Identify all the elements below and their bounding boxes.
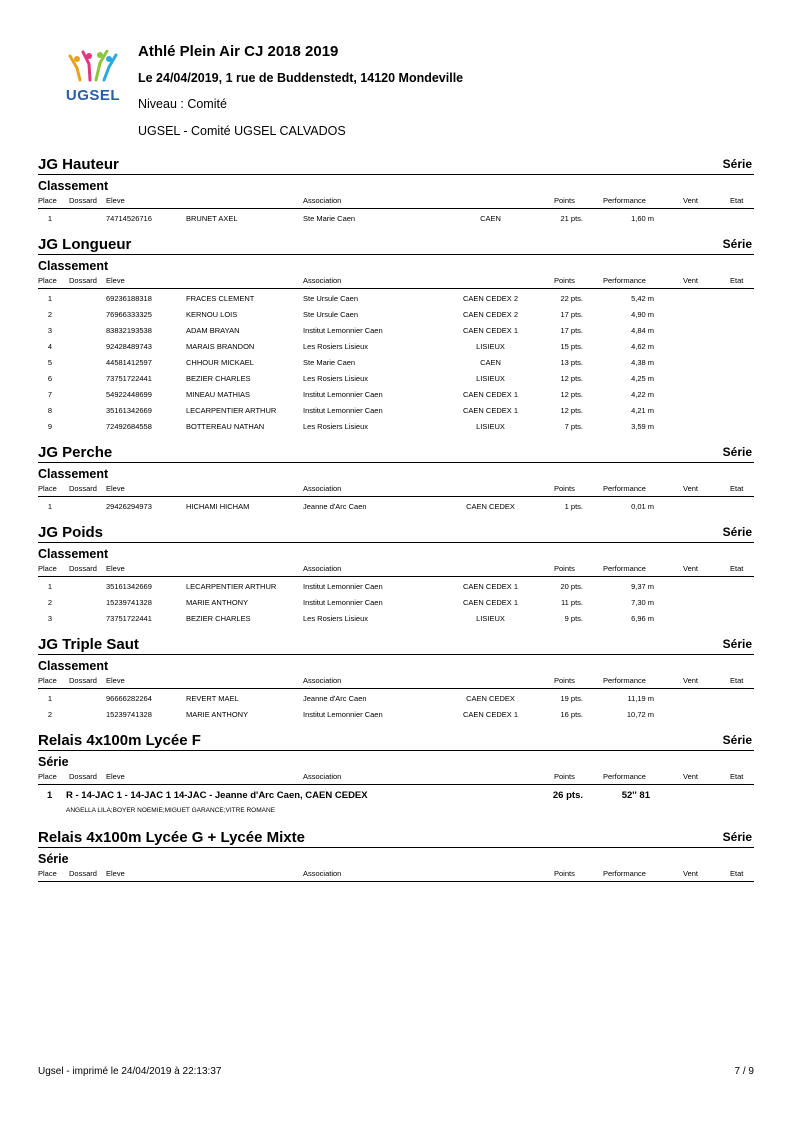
result-place: 2 [47,710,53,719]
col-performance: Performance [603,772,646,781]
result-city: CAEN CEDEX 1 [462,390,519,399]
result-city: LISIEUX [476,342,505,351]
event-serie-label: Série [722,237,752,251]
result-association: Ste Marie Caen [303,214,356,223]
col-points: Points [554,564,575,573]
result-row [38,211,754,227]
event-section [38,152,754,232]
result-rows [38,577,754,628]
col-association: Association [303,564,342,573]
col-points: Points [554,869,575,878]
result-athlete: BEZIER CHARLES [186,614,251,623]
result-city: CAEN CEDEX 1 [462,406,519,415]
result-performance: 4,22 m [631,390,654,399]
result-athlete: MARIE ANTHONY [186,598,249,607]
result-points: 12 pts. [560,390,583,399]
result-athlete: ADAM BRAYAN [186,326,240,335]
column-header-row [38,674,754,689]
result-performance: 9,37 m [631,582,654,591]
column-header-row [38,562,754,577]
col-dossard: Dossard [69,484,97,493]
col-vent: Vent [683,676,699,685]
result-row [38,419,754,435]
col-vent: Vent [683,196,699,205]
col-etat: Etat [730,676,744,685]
event-name: JG Longueur [38,236,132,253]
result-city: CAEN CEDEX 1 [462,598,519,607]
column-header-row [38,194,754,209]
event-serie-label: Série [722,637,752,651]
result-performance: 3,59 m [631,422,654,431]
result-association: Ste Marie Caen [303,358,356,367]
col-vent: Vent [683,772,699,781]
column-header-row [38,770,754,785]
result-association: Institut Lemonnier Caen [303,406,383,415]
col-points: Points [554,484,575,493]
result-place: 7 [47,390,53,399]
event-header [38,152,754,175]
column-header-row [38,867,754,882]
result-association: Institut Lemonnier Caen [303,390,383,399]
event-section [38,440,754,520]
event-name: Relais 4x100m Lycée G + Lycée Mixte [38,829,305,846]
event-serie-label: Série [722,445,752,459]
result-points: 13 pts. [560,358,583,367]
result-points: 12 pts. [560,406,583,415]
result-place: 2 [47,598,53,607]
result-points: 17 pts. [560,326,583,335]
result-athlete: HICHAMI HICHAM [186,502,250,511]
col-dossard: Dossard [69,869,97,878]
col-association: Association [303,772,342,781]
result-place: 2 [47,310,53,319]
result-dossard: 73751722441 [106,374,152,383]
result-performance: 4,84 m [631,326,654,335]
results-list [38,152,754,882]
event-header [38,728,754,751]
result-dossard: 96666282264 [106,694,152,703]
col-etat: Etat [730,869,744,878]
col-eleve: Eleve [106,869,125,878]
serie-label: Série [38,852,69,866]
col-etat: Etat [730,772,744,781]
result-dossard: 73751722441 [106,614,152,623]
relay-place: 1 [47,790,53,801]
relay-members: ANGELLA LILA;BOYER NOEMIE;MIGUET GARANCE;VITRE ROMANE [66,807,276,814]
result-athlete: BEZIER CHARLES [186,374,251,383]
result-association: Institut Lemonnier Caen [303,582,383,591]
col-performance: Performance [603,196,646,205]
result-place: 5 [47,358,53,367]
event-header [38,520,754,543]
result-points: 7 pts. [564,422,583,431]
col-place: Place [38,276,57,285]
relay-team: R - 14-JAC 1 - 14-JAC 1 14-JAC - Jeanne d'Arc Caen, CAEN CEDEX [66,790,368,801]
result-row [38,307,754,323]
result-row [38,499,754,515]
result-city: CAEN CEDEX 2 [462,310,519,319]
event-name: JG Hauteur [38,156,119,173]
event-header [38,440,754,463]
result-association: Institut Lemonnier Caen [303,326,383,335]
col-performance: Performance [603,276,646,285]
competition-level: Niveau : Comité [138,97,227,111]
result-row [38,323,754,339]
result-performance: 0,01 m [631,502,654,511]
result-points: 11 pts. [561,598,583,607]
result-performance: 7,30 m [631,598,654,607]
col-etat: Etat [730,276,744,285]
col-performance: Performance [603,869,646,878]
serie-label: Série [38,755,69,769]
classement-label: Classement [38,659,109,673]
page-header [0,0,793,150]
result-association: Jeanne d'Arc Caen [303,694,367,703]
result-row [38,611,754,627]
result-city: LISIEUX [476,614,505,623]
event-name: JG Perche [38,444,113,461]
organisation: UGSEL - Comité UGSEL CALVADOS [138,124,346,138]
col-place: Place [38,564,57,573]
result-row [38,371,754,387]
result-place: 6 [47,374,53,383]
result-athlete: LECARPENTIER ARTHUR [186,406,277,415]
result-points: 17 pts. [560,310,583,319]
result-row [38,403,754,419]
col-place: Place [38,484,57,493]
result-row [38,579,754,595]
result-row [38,355,754,371]
result-place: 1 [47,582,53,591]
event-serie-label: Série [722,157,752,171]
classement-label: Classement [38,259,109,273]
result-dossard: 44581412597 [106,358,152,367]
event-serie-label: Série [722,830,752,844]
col-etat: Etat [730,196,744,205]
col-points: Points [554,196,575,205]
result-performance: 6,96 m [631,614,654,623]
result-city: CAEN CEDEX 1 [462,326,519,335]
spacer [38,817,754,825]
result-city: CAEN CEDEX [466,502,515,511]
result-place: 1 [47,694,53,703]
col-points: Points [554,676,575,685]
result-row [38,339,754,355]
result-athlete: REVERT MAEL [186,694,239,703]
event-section [38,232,754,440]
relay-section [38,728,754,825]
classement-label: Classement [38,547,109,561]
result-performance: 4,25 m [631,374,654,383]
col-eleve: Eleve [106,196,125,205]
col-points: Points [554,276,575,285]
result-association: Ste Ursule Caen [303,294,359,303]
result-athlete: MARAIS BRANDON [186,342,255,351]
result-row [38,387,754,403]
col-association: Association [303,276,342,285]
athletes-logo-icon [60,50,126,88]
col-dossard: Dossard [69,196,97,205]
result-performance: 10,72 m [626,710,654,719]
col-association: Association [303,676,342,685]
col-eleve: Eleve [106,772,125,781]
result-points: 9 pts. [564,614,583,623]
result-place: 4 [47,342,53,351]
result-rows [38,689,754,724]
logo-text: UGSEL [65,87,121,104]
result-association: Les Rosiers Lisieux [303,614,369,623]
col-dossard: Dossard [69,276,97,285]
col-dossard: Dossard [69,772,97,781]
col-vent: Vent [683,276,699,285]
col-etat: Etat [730,484,744,493]
col-performance: Performance [603,676,646,685]
result-place: 1 [47,294,53,303]
result-performance: 4,38 m [631,358,654,367]
page-number: 7 / 9 [734,1066,754,1077]
column-header-row [38,482,754,497]
result-performance: 4,90 m [631,310,654,319]
result-athlete: MARIE ANTHONY [186,710,249,719]
relay-points: 26 pts. [552,790,583,801]
event-name: JG Triple Saut [38,636,139,653]
event-section [38,632,754,728]
col-place: Place [38,869,57,878]
result-city: CAEN CEDEX 1 [462,710,519,719]
result-association: Les Rosiers Lisieux [303,342,369,351]
classement-label: Classement [38,467,109,481]
result-association: Institut Lemonnier Caen [303,710,383,719]
result-points: 1 pts. [564,502,583,511]
result-athlete: LECARPENTIER ARTHUR [186,582,277,591]
result-performance: 4,21 m [631,406,654,415]
result-association: Jeanne d'Arc Caen [303,502,367,511]
result-rows [38,209,754,228]
result-dossard: 35161342669 [106,406,152,415]
result-city: LISIEUX [476,374,505,383]
col-dossard: Dossard [69,676,97,685]
result-row [38,707,754,723]
col-dossard: Dossard [69,564,97,573]
col-association: Association [303,484,342,493]
page-title: Athlé Plein Air CJ 2018 2019 [138,43,339,60]
classement-label: Classement [38,179,109,193]
result-dossard: 15239741328 [106,710,152,719]
col-vent: Vent [683,484,699,493]
col-etat: Etat [730,564,744,573]
result-points: 20 pts. [560,582,583,591]
result-place: 8 [47,406,53,415]
result-association: Institut Lemonnier Caen [303,598,383,607]
result-athlete: BRUNET AXEL [186,214,238,223]
result-dossard: 72492684558 [106,422,152,431]
col-performance: Performance [603,484,646,493]
col-eleve: Eleve [106,484,125,493]
result-performance: 11,19 m [627,694,654,703]
result-points: 19 pts. [560,694,583,703]
result-athlete: CHHOUR MICKAEL [186,358,254,367]
result-association: Les Rosiers Lisieux [303,374,369,383]
col-vent: Vent [683,564,699,573]
relay-section [38,825,754,882]
result-athlete: FRACES CLEMENT [186,294,255,303]
result-association: Ste Ursule Caen [303,310,359,319]
col-eleve: Eleve [106,676,125,685]
result-row [38,595,754,611]
result-row [38,291,754,307]
result-dossard: 29426294973 [106,502,152,511]
result-athlete: BOTTEREAU NATHAN [186,422,265,431]
result-dossard: 92428489743 [106,342,152,351]
result-dossard: 15239741328 [106,598,152,607]
col-place: Place [38,772,57,781]
result-place: 3 [47,614,53,623]
result-performance: 4,62 m [631,342,654,351]
col-vent: Vent [683,869,699,878]
result-place: 1 [47,502,53,511]
result-performance: 5,42 m [631,294,654,303]
col-place: Place [38,676,57,685]
result-points: 21 pts. [560,214,583,223]
event-header [38,825,754,848]
result-points: 12 pts. [560,374,583,383]
event-name: JG Poids [38,524,104,541]
col-eleve: Eleve [106,564,125,573]
result-city: LISIEUX [476,422,505,431]
result-place: 1 [47,214,53,223]
result-rows [38,497,754,516]
result-dossard: 76966333325 [106,310,152,319]
event-header [38,632,754,655]
result-city: CAEN [480,214,501,223]
event-serie-label: Série [722,525,752,539]
col-eleve: Eleve [106,276,125,285]
col-place: Place [38,196,57,205]
col-association: Association [303,869,342,878]
result-city: CAEN CEDEX 1 [462,582,519,591]
result-place: 9 [47,422,53,431]
result-performance: 1,60 m [631,214,654,223]
column-header-row [38,274,754,289]
event-serie-label: Série [722,733,752,747]
result-points: 16 pts. [560,710,583,719]
result-points: 22 pts. [560,294,583,303]
ugsel-logo [60,50,126,106]
result-athlete: KERNOU LOIS [186,310,238,319]
print-timestamp: Ugsel - imprimé le 24/04/2019 à 22:13:37 [38,1066,222,1077]
col-association: Association [303,196,342,205]
result-city: CAEN CEDEX [466,694,515,703]
result-city: CAEN CEDEX 2 [462,294,519,303]
result-dossard: 69236188318 [106,294,152,303]
result-row [38,691,754,707]
result-dossard: 74714526716 [106,214,152,223]
relay-performance: 52'' 81 [621,790,650,801]
result-dossard: 83832193538 [106,326,152,335]
relay-result-row [38,785,754,805]
event-date-location: Le 24/04/2019, 1 rue de Buddenstedt, 14120 Mondeville [138,71,464,85]
col-performance: Performance [603,564,646,573]
event-section [38,520,754,632]
result-association: Les Rosiers Lisieux [303,422,369,431]
result-dossard: 35161342669 [106,582,152,591]
result-rows [38,289,754,436]
event-name: Relais 4x100m Lycée F [38,732,201,749]
result-place: 3 [47,326,53,335]
result-points: 15 pts. [560,342,583,351]
col-points: Points [554,772,575,781]
result-city: CAEN [480,358,501,367]
result-athlete: MINEAU MATHIAS [186,390,251,399]
event-header [38,232,754,255]
result-dossard: 54922448699 [106,390,152,399]
